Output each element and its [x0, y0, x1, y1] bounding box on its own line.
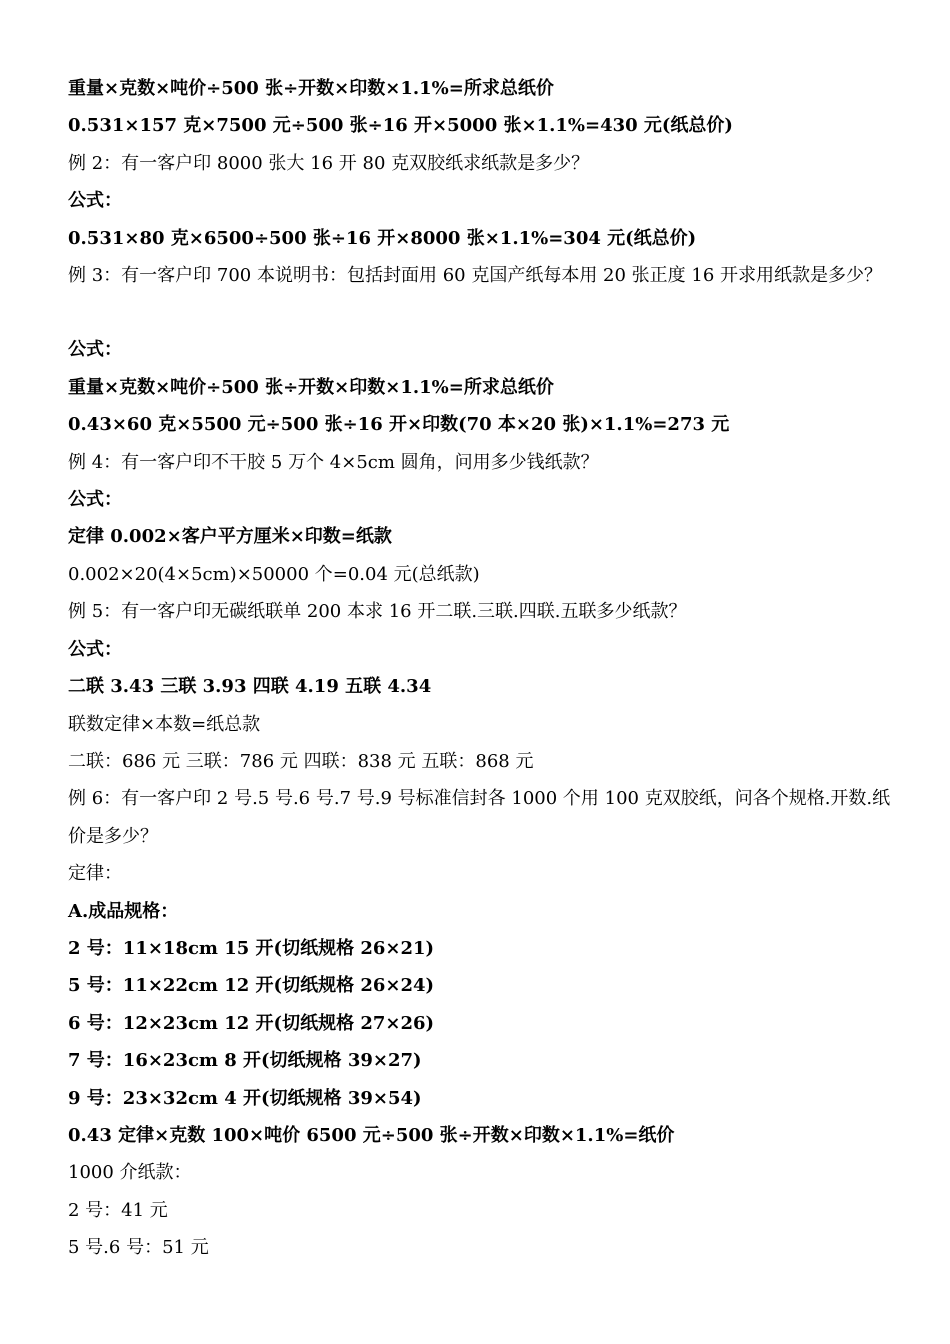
envelope-spec-2: 2 号：11×18cm 15 开(切纸规格 26×21): [68, 937, 435, 959]
example-3-question: 例 3：有一客户印 700 本说明书：包括封面用 60 克国产纸每本用 20 张正度 16 开求用纸款是多少？: [68, 265, 883, 287]
example-4-calculation: 0.002×20(4×5cm)×50000 个=0.04 元(总纸款): [68, 563, 480, 585]
formula-general-2: 重量×克数×吨价÷500 张÷开数×印数×1.1%=所求总纸价: [68, 376, 554, 398]
paper-cost-heading: 1000 介纸款：: [68, 1162, 192, 1184]
formula-heading: 公式：: [68, 638, 122, 660]
example-6-formula: 0.43 定律×克数 100×吨价 6500 元÷500 张÷开数×印数×1.1%=纸价: [68, 1124, 675, 1146]
example-4-rule: 定律 0.002×客户平方厘米×印数=纸款: [68, 526, 392, 548]
blank-line: [68, 294, 908, 331]
example-5-question: 例 5：有一客户印无碳纸联单 200 本求 16 开二联.三联.四联.五联多少纸款？: [68, 601, 687, 623]
example-5-rates: 二联 3.43 三联 3.93 四联 4.19 五联 4.34: [68, 676, 432, 698]
formula-heading: 公式：: [68, 339, 122, 361]
example-1-calculation: 0.531×157 克×7500 元÷500 张÷16 开×5000 张×1.1%=430 元(纸总价): [68, 115, 733, 137]
document-page: [68, 70, 908, 1267]
envelope-spec-9: 9 号：23×32cm 4 开(切纸规格 39×54): [68, 1087, 422, 1109]
example-5-results: 二联：686 元 三联：786 元 四联：838 元 五联：868 元: [68, 750, 534, 772]
formula-heading: 公式：: [68, 489, 122, 511]
example-6-question: 例 6：有一客户印 2 号.5 号.6 号.7 号.9 号标准信封各 1000 个用 100 克双胶纸，问各个规格.开数.纸: [68, 788, 891, 810]
envelope-spec-7: 7 号：16×23cm 8 开(切纸规格 39×27): [68, 1050, 422, 1072]
envelope-spec-6: 6 号：12×23cm 12 开(切纸规格 27×26): [68, 1012, 435, 1034]
example-3-calculation: 0.43×60 克×5500 元÷500 张÷16 开×印数(70 本×20 张)×1.1%=273 元: [68, 414, 730, 436]
finished-spec-heading: A.成品规格：: [68, 900, 179, 922]
example-4-question: 例 4：有一客户印不干胶 5 万个 4×5cm 圆角，问用多少钱纸款？: [68, 451, 599, 473]
envelope-spec-5: 5 号：11×22cm 12 开(切纸规格 26×24): [68, 975, 435, 997]
formula-general-1: 重量×克数×吨价÷500 张÷开数×印数×1.1%=所求总纸价: [68, 78, 554, 99]
rule-heading: 定律：: [68, 863, 122, 885]
example-2-calculation: 0.531×80 克×6500÷500 张÷16 开×8000 张×1.1%=304 元(纸总价): [68, 227, 697, 249]
example-5-rule: 联数定律×本数=纸总款: [68, 713, 261, 735]
example-2-question: 例 2：有一客户印 8000 张大 16 开 80 克双胶纸求纸款是多少？: [68, 152, 590, 174]
formula-heading: 公式：: [68, 190, 122, 212]
example-6-question-continued: 价是多少？: [68, 825, 158, 847]
envelope-cost-5-6: 5 号.6 号：51 元: [68, 1237, 209, 1259]
envelope-cost-2: 2 号：41 元: [68, 1199, 168, 1221]
